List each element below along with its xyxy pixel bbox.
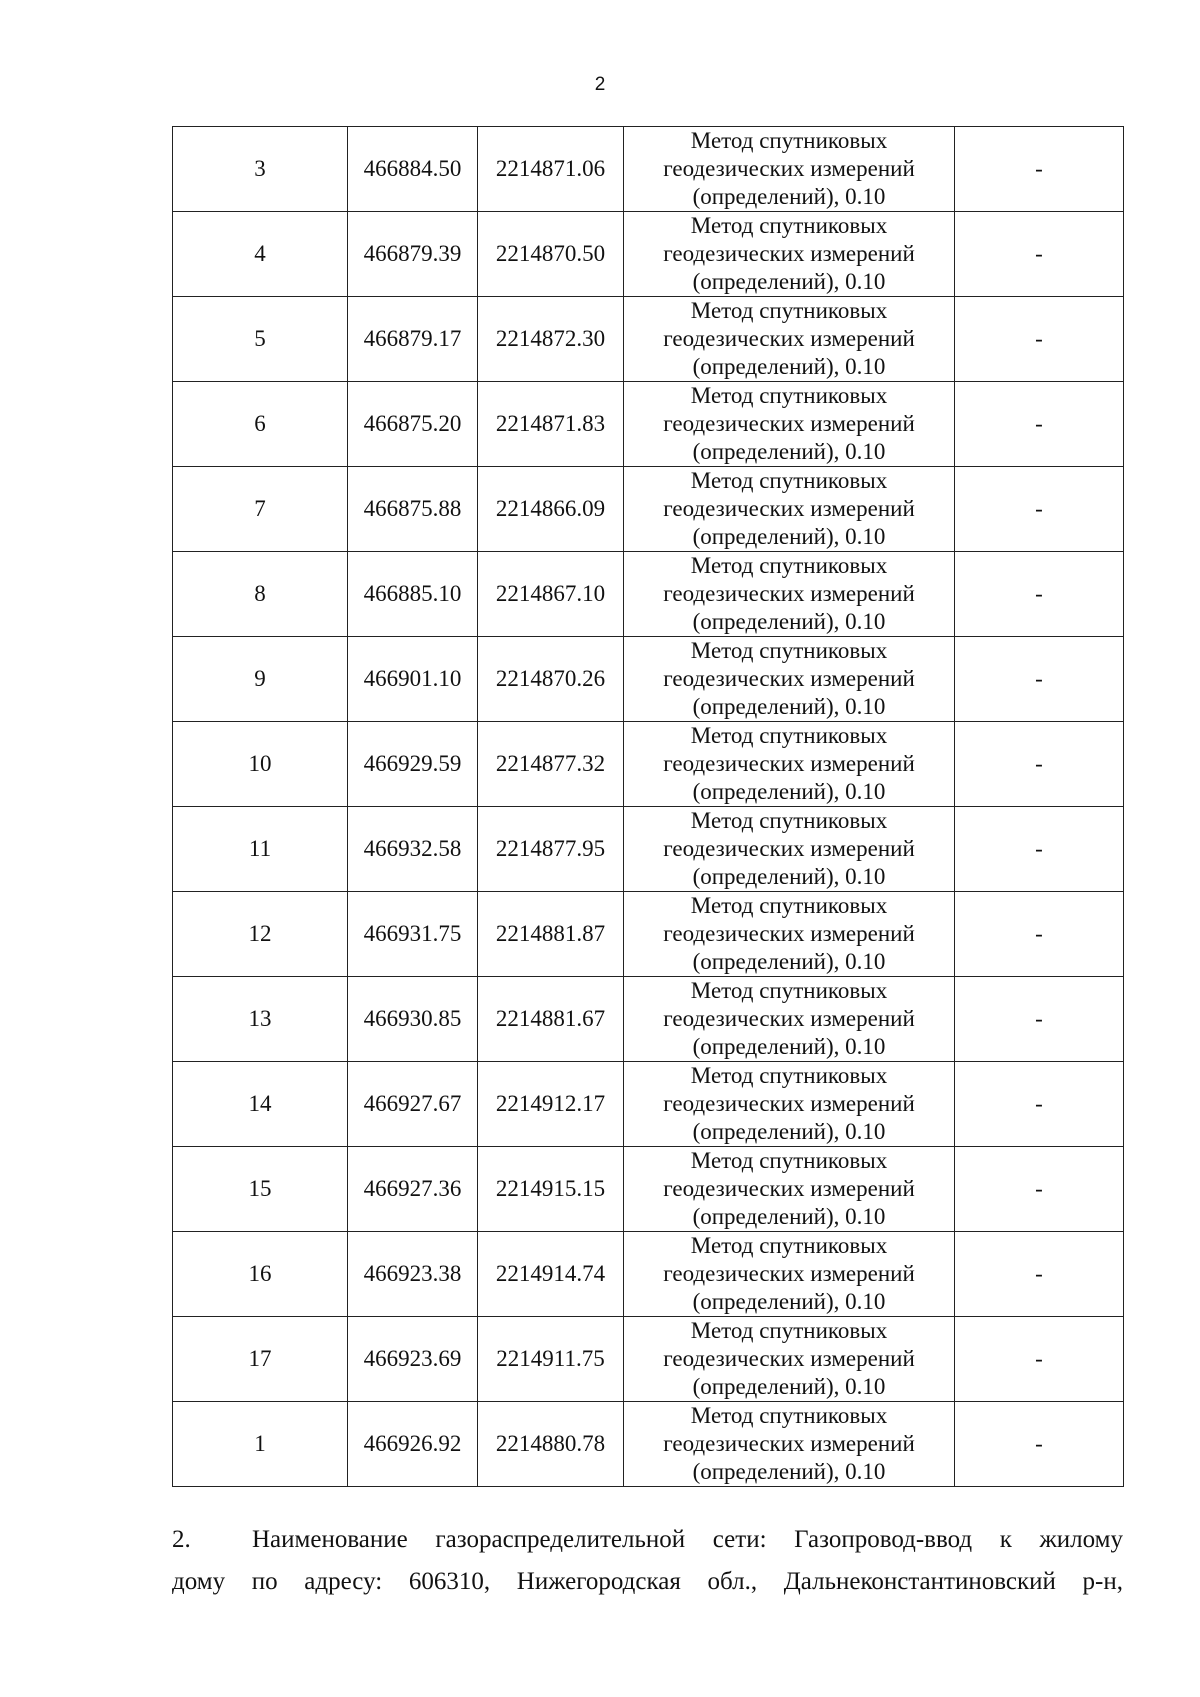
point-number-cell: 11 xyxy=(173,807,348,892)
y-coordinate-cell: 2214867.10 xyxy=(478,552,624,637)
note-cell: - xyxy=(955,382,1124,467)
note-cell: - xyxy=(955,977,1124,1062)
method-line: Метод спутниковых xyxy=(690,298,888,323)
method-line: геодезических измерений xyxy=(663,156,915,181)
x-coordinate-cell: 466931.75 xyxy=(348,892,478,977)
method-cell xyxy=(624,467,955,552)
method-line: Метод спутниковых xyxy=(690,213,888,238)
method-cell xyxy=(624,1062,955,1147)
point-number-cell: 3 xyxy=(173,127,348,212)
table-row xyxy=(173,1062,1124,1147)
method-line: (определений), 0.10 xyxy=(692,524,886,549)
table-row xyxy=(173,637,1124,722)
method-line: Метод спутниковых xyxy=(690,1063,888,1088)
y-coordinate-cell: 2214877.32 xyxy=(478,722,624,807)
table-row xyxy=(173,1317,1124,1402)
coordinates-table-body xyxy=(173,127,1124,1487)
table-row xyxy=(173,1147,1124,1232)
point-number-cell: 7 xyxy=(173,467,348,552)
x-coordinate-cell: 466927.36 xyxy=(348,1147,478,1232)
method-line: геодезических измерений xyxy=(663,581,915,606)
note-cell: - xyxy=(955,1317,1124,1402)
note-cell: - xyxy=(955,1402,1124,1487)
method-line: (определений), 0.10 xyxy=(692,864,886,889)
method-line: Метод спутниковых xyxy=(690,1318,888,1343)
note-cell: - xyxy=(955,212,1124,297)
y-coordinate-cell: 2214911.75 xyxy=(478,1317,624,1402)
point-number-cell: 13 xyxy=(173,977,348,1062)
table-row xyxy=(173,467,1124,552)
x-coordinate-cell: 466926.92 xyxy=(348,1402,478,1487)
method-line: геодезических измерений xyxy=(663,241,915,266)
point-number-cell: 10 xyxy=(173,722,348,807)
y-coordinate-cell: 2214877.95 xyxy=(478,807,624,892)
method-line: (определений), 0.10 xyxy=(692,1374,886,1399)
point-number-cell: 16 xyxy=(173,1232,348,1317)
method-cell xyxy=(624,212,955,297)
method-cell xyxy=(624,1317,955,1402)
y-coordinate-cell: 2214870.50 xyxy=(478,212,624,297)
method-line: (определений), 0.10 xyxy=(692,1119,886,1144)
y-coordinate-cell: 2214914.74 xyxy=(478,1232,624,1317)
method-line: (определений), 0.10 xyxy=(692,184,886,209)
note-cell: - xyxy=(955,552,1124,637)
method-line: геодезических измерений xyxy=(663,666,915,691)
point-number-cell: 5 xyxy=(173,297,348,382)
y-coordinate-cell: 2214870.26 xyxy=(478,637,624,722)
x-coordinate-cell: 466929.59 xyxy=(348,722,478,807)
method-line: (определений), 0.10 xyxy=(692,1289,886,1314)
x-coordinate-cell: 466930.85 xyxy=(348,977,478,1062)
method-line: геодезических измерений xyxy=(663,1431,915,1456)
table-row xyxy=(173,552,1124,637)
point-number-cell: 17 xyxy=(173,1317,348,1402)
method-cell xyxy=(624,127,955,212)
note-cell: - xyxy=(955,467,1124,552)
point-number-cell: 1 xyxy=(173,1402,348,1487)
method-line: (определений), 0.10 xyxy=(692,269,886,294)
x-coordinate-cell: 466923.69 xyxy=(348,1317,478,1402)
method-line: геодезических измерений xyxy=(663,836,915,861)
y-coordinate-cell: 2214866.09 xyxy=(478,467,624,552)
x-coordinate-cell: 466927.67 xyxy=(348,1062,478,1147)
point-number-cell: 15 xyxy=(173,1147,348,1232)
method-line: Метод спутниковых xyxy=(690,638,888,663)
x-coordinate-cell: 466879.39 xyxy=(348,212,478,297)
section-text-line1: Наименование газораспределительной сети: Газопровод-ввод к жилому xyxy=(252,1526,1123,1553)
method-cell xyxy=(624,552,955,637)
method-line: (определений), 0.10 xyxy=(692,1459,886,1484)
y-coordinate-cell: 2214881.67 xyxy=(478,977,624,1062)
table-row xyxy=(173,297,1124,382)
section-paragraph-line2: дому по адресу: 606310, Нижегородская обл., Дальнеконстантиновский р-н, xyxy=(172,1568,1123,1595)
method-line: Метод спутниковых xyxy=(690,1148,888,1173)
method-line: Метод спутниковых xyxy=(690,808,888,833)
method-line: (определений), 0.10 xyxy=(692,1034,886,1059)
method-line: геодезических измерений xyxy=(663,411,915,436)
method-line: Метод спутниковых xyxy=(690,1403,888,1428)
table-row xyxy=(173,1232,1124,1317)
point-number-cell: 12 xyxy=(173,892,348,977)
x-coordinate-cell: 466879.17 xyxy=(348,297,478,382)
method-line: геодезических измерений xyxy=(663,1091,915,1116)
note-cell: - xyxy=(955,127,1124,212)
point-number-cell: 4 xyxy=(173,212,348,297)
x-coordinate-cell: 466884.50 xyxy=(348,127,478,212)
y-coordinate-cell: 2214880.78 xyxy=(478,1402,624,1487)
method-line: Метод спутниковых xyxy=(690,553,888,578)
note-cell: - xyxy=(955,637,1124,722)
note-cell: - xyxy=(955,892,1124,977)
method-line: Метод спутниковых xyxy=(690,468,888,493)
method-cell xyxy=(624,1147,955,1232)
method-line: Метод спутниковых xyxy=(690,128,888,153)
method-line: геодезических измерений xyxy=(663,1176,915,1201)
method-cell xyxy=(624,1402,955,1487)
x-coordinate-cell: 466901.10 xyxy=(348,637,478,722)
method-cell xyxy=(624,297,955,382)
table-row xyxy=(173,807,1124,892)
method-line: (определений), 0.10 xyxy=(692,354,886,379)
note-cell: - xyxy=(955,297,1124,382)
page-number: 2 xyxy=(594,74,606,95)
x-coordinate-cell: 466923.38 xyxy=(348,1232,478,1317)
table-row xyxy=(173,127,1124,212)
x-coordinate-cell: 466885.10 xyxy=(348,552,478,637)
method-line: геодезических измерений xyxy=(663,1006,915,1031)
method-line: (определений), 0.10 xyxy=(692,1204,886,1229)
method-cell xyxy=(624,382,955,467)
method-cell xyxy=(624,637,955,722)
method-cell xyxy=(624,977,955,1062)
table-row xyxy=(173,892,1124,977)
table-row xyxy=(173,382,1124,467)
point-number-cell: 14 xyxy=(173,1062,348,1147)
table-row xyxy=(173,212,1124,297)
section-paragraph-line1 xyxy=(172,1519,1123,1561)
method-line: геодезических измерений xyxy=(663,1346,915,1371)
note-cell: - xyxy=(955,722,1124,807)
method-cell xyxy=(624,807,955,892)
y-coordinate-cell: 2214871.06 xyxy=(478,127,624,212)
note-cell: - xyxy=(955,1062,1124,1147)
y-coordinate-cell: 2214915.15 xyxy=(478,1147,624,1232)
y-coordinate-cell: 2214872.30 xyxy=(478,297,624,382)
method-line: Метод спутниковых xyxy=(690,723,888,748)
method-line: (определений), 0.10 xyxy=(692,694,886,719)
table-row xyxy=(173,722,1124,807)
x-coordinate-cell: 466932.58 xyxy=(348,807,478,892)
y-coordinate-cell: 2214871.83 xyxy=(478,382,624,467)
note-cell: - xyxy=(955,1147,1124,1232)
method-cell xyxy=(624,722,955,807)
method-line: Метод спутниковых xyxy=(690,383,888,408)
coordinates-table xyxy=(172,126,1124,1487)
method-line: Метод спутниковых xyxy=(690,893,888,918)
method-line: Метод спутниковых xyxy=(690,978,888,1003)
x-coordinate-cell: 466875.88 xyxy=(348,467,478,552)
method-line: (определений), 0.10 xyxy=(692,949,886,974)
method-line: Метод спутниковых xyxy=(690,1233,888,1258)
y-coordinate-cell: 2214912.17 xyxy=(478,1062,624,1147)
note-cell: - xyxy=(955,1232,1124,1317)
method-line: (определений), 0.10 xyxy=(692,439,886,464)
method-cell xyxy=(624,1232,955,1317)
point-number-cell: 9 xyxy=(173,637,348,722)
method-cell xyxy=(624,892,955,977)
table-row xyxy=(173,977,1124,1062)
section-number: 2. xyxy=(172,1526,191,1553)
method-line: геодезических измерений xyxy=(663,326,915,351)
y-coordinate-cell: 2214881.87 xyxy=(478,892,624,977)
method-line: (определений), 0.10 xyxy=(692,779,886,804)
method-line: геодезических измерений xyxy=(663,1261,915,1286)
x-coordinate-cell: 466875.20 xyxy=(348,382,478,467)
point-number-cell: 6 xyxy=(173,382,348,467)
point-number-cell: 8 xyxy=(173,552,348,637)
table-row xyxy=(173,1402,1124,1487)
note-cell: - xyxy=(955,807,1124,892)
method-line: геодезических измерений xyxy=(663,751,915,776)
method-line: (определений), 0.10 xyxy=(692,609,886,634)
method-line: геодезических измерений xyxy=(663,921,915,946)
method-line: геодезических измерений xyxy=(663,496,915,521)
